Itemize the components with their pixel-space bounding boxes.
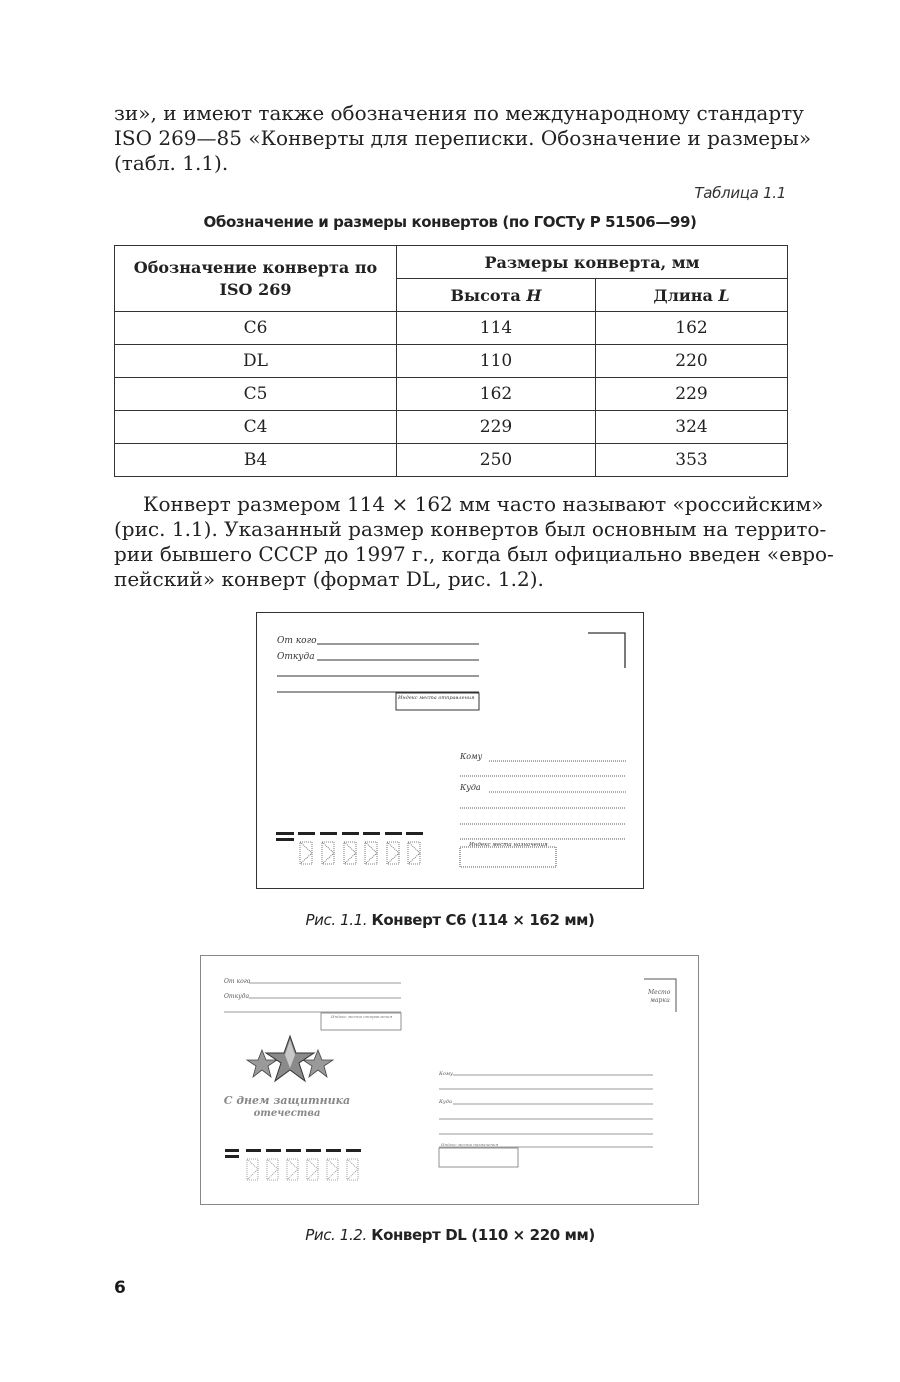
recipient-index-box: [439, 1148, 518, 1167]
figure1-caption-number: Рис. 1.1.: [305, 911, 368, 929]
greeting-line: С днем защитника: [223, 1094, 351, 1107]
text-line: рии бывшего СССР до 1997 г., когда был официально введен «евро-: [114, 542, 834, 566]
table-row: [115, 444, 788, 477]
cell-code: B4: [115, 444, 397, 477]
header-designation: Обозначение конверта по ISO 269: [115, 246, 397, 312]
text-line: ISO 269—85 «Конверты для переписки. Обозначение и размеры»: [114, 126, 812, 150]
envelope-sizes-table: [114, 245, 788, 477]
stamp-label: марки: [650, 997, 670, 1004]
header-length: Длина L: [596, 279, 788, 312]
star-emblem: [247, 1036, 333, 1081]
text-line: (рис. 1.1). Указанный размер конвертов был основным на террито-: [114, 517, 827, 541]
recipient-index-label: Индекс места назначения: [441, 1142, 499, 1147]
header-sizes: Размеры конверта, мм: [397, 246, 788, 279]
page-number: 6: [114, 1278, 126, 1298]
text-line: (табл. 1.1).: [114, 151, 229, 175]
where-from-label: Откуда: [224, 993, 250, 1000]
postcode-stencil: [276, 832, 423, 864]
postcode-stencil: [225, 1149, 361, 1180]
from-label: От кого: [277, 636, 317, 646]
cell-length: 353: [596, 444, 788, 477]
stamp-label: Место: [648, 989, 671, 996]
cell-code: DL: [115, 345, 397, 378]
envelope-c6-drawing: [257, 613, 643, 888]
cell-code: C4: [115, 411, 397, 444]
cell-code: C5: [115, 378, 397, 411]
greeting-line: отечества: [253, 1108, 321, 1119]
cell-height: 250: [397, 444, 596, 477]
where-from-label: Откуда: [277, 652, 315, 662]
recipient-index-label: Индекс места назначения: [469, 842, 548, 848]
table-row: [115, 411, 788, 444]
figure2-caption-text: Конверт DL (110 × 220 мм): [371, 1226, 595, 1244]
recipient-index-box: [460, 847, 556, 867]
from-label: От кого: [224, 978, 251, 985]
table-row: [115, 345, 788, 378]
paragraph-top: [114, 101, 812, 176]
to-label: Кому: [460, 752, 483, 761]
text-line: зи», и имеют также обозначения по международному стандарту: [114, 101, 804, 125]
cell-length: 220: [596, 345, 788, 378]
text-line: Конверт размером 114 × 162 мм часто называют «российским»: [143, 492, 824, 516]
table-number: Таблица 1.1: [694, 184, 786, 202]
cell-length: 324: [596, 411, 788, 444]
envelope-dl-drawing: [201, 956, 698, 1204]
stamp-corner: [588, 633, 625, 668]
figure2-caption-number: Рис. 1.2.: [305, 1226, 367, 1244]
table-title: Обозначение и размеры конвертов (по ГОСТу Р 51506—99): [203, 213, 697, 231]
cell-code: C6: [115, 312, 397, 345]
table-row: [115, 312, 788, 345]
cell-height: 110: [397, 345, 596, 378]
to-label: Кому: [439, 1071, 453, 1077]
figure2-caption: [0, 1226, 900, 1244]
where-to-label: Куда: [439, 1099, 452, 1105]
cell-height: 162: [397, 378, 596, 411]
figure1-caption-text: Конверт С6 (114 × 162 мм): [371, 911, 595, 929]
cell-height: 229: [397, 411, 596, 444]
text-line: пейский» конверт (формат DL, рис. 1.2).: [114, 567, 544, 591]
cell-length: 162: [596, 312, 788, 345]
where-to-label: Куда: [460, 783, 481, 792]
sender-index-label: Индекс места отправления: [398, 695, 475, 701]
figure1-caption: [0, 911, 900, 929]
paragraph-mid: [114, 492, 834, 592]
figure-dl-envelope: [200, 955, 699, 1205]
figure-c6-envelope: [256, 612, 644, 889]
cell-height: 114: [397, 312, 596, 345]
header-height: Высота H: [397, 279, 596, 312]
cell-length: 229: [596, 378, 788, 411]
table-row: [115, 378, 788, 411]
sender-index-label: Индекс места отправления: [331, 1014, 393, 1019]
